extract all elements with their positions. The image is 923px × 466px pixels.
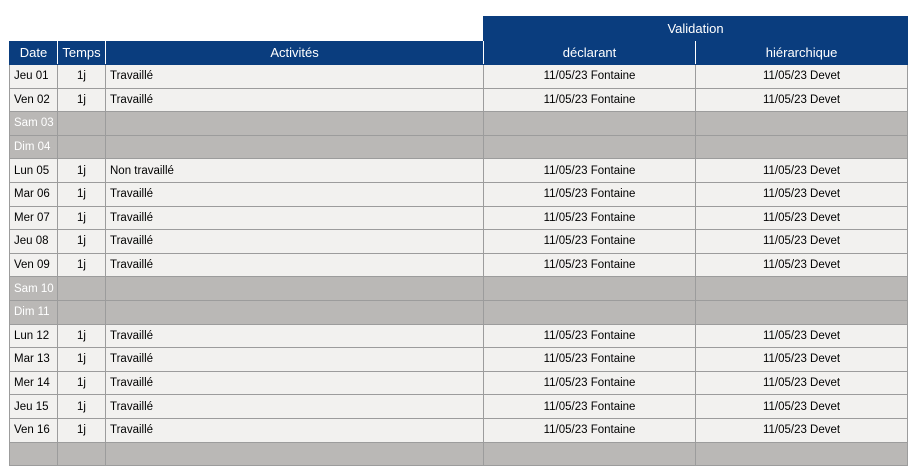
declarant-cell	[484, 112, 696, 136]
activite-cell: Travaillé	[106, 88, 484, 112]
activite-cell: Travaillé	[106, 253, 484, 277]
date-cell: Lun 05	[10, 159, 58, 183]
hierarchique-cell: 11/05/23 Devet	[696, 230, 908, 254]
hierarchique-cell: 11/05/23 Devet	[696, 348, 908, 372]
group-header-spacer	[10, 17, 484, 41]
declarant-cell: 11/05/23 Fontaine	[484, 395, 696, 419]
hierarchique-cell: 11/05/23 Devet	[696, 88, 908, 112]
table-row	[10, 253, 908, 277]
table-row	[10, 88, 908, 112]
hierarchique-cell	[696, 442, 908, 466]
date-cell: Ven 02	[10, 88, 58, 112]
temps-cell	[58, 442, 106, 466]
temps-cell	[58, 112, 106, 136]
hierarchique-cell: 11/05/23 Devet	[696, 65, 908, 89]
table-row	[10, 395, 908, 419]
temps-cell: 1j	[58, 253, 106, 277]
hierarchique-cell: 11/05/23 Devet	[696, 206, 908, 230]
table-row-weekend	[10, 300, 908, 324]
activite-cell: Travaillé	[106, 348, 484, 372]
temps-cell: 1j	[58, 88, 106, 112]
declarant-cell: 11/05/23 Fontaine	[484, 206, 696, 230]
temps-cell: 1j	[58, 395, 106, 419]
temps-cell	[58, 135, 106, 159]
date-cell: Mar 13	[10, 348, 58, 372]
temps-cell	[58, 277, 106, 301]
table-row	[10, 182, 908, 206]
activite-cell: Travaillé	[106, 371, 484, 395]
declarant-cell	[484, 300, 696, 324]
table-row	[10, 206, 908, 230]
date-cell: Jeu 01	[10, 65, 58, 89]
column-header-activites: Activités	[106, 41, 484, 65]
column-header-declarant: déclarant	[484, 41, 696, 65]
table-row-weekend	[10, 112, 908, 136]
date-cell: Sam 10	[10, 277, 58, 301]
hierarchique-cell	[696, 277, 908, 301]
declarant-cell: 11/05/23 Fontaine	[484, 182, 696, 206]
activite-cell: Travaillé	[106, 65, 484, 89]
temps-cell: 1j	[58, 182, 106, 206]
group-header-row	[10, 17, 908, 41]
timesheet-table	[9, 16, 908, 466]
activite-cell	[106, 277, 484, 301]
table-row	[10, 324, 908, 348]
activite-cell: Travaillé	[106, 182, 484, 206]
date-cell: Sam 03	[10, 112, 58, 136]
temps-cell: 1j	[58, 206, 106, 230]
table-row	[10, 371, 908, 395]
table-row	[10, 348, 908, 372]
table-row-weekend	[10, 442, 908, 466]
table-body	[10, 65, 908, 466]
declarant-cell: 11/05/23 Fontaine	[484, 253, 696, 277]
table-row-weekend	[10, 277, 908, 301]
declarant-cell: 11/05/23 Fontaine	[484, 88, 696, 112]
hierarchique-cell	[696, 300, 908, 324]
declarant-cell	[484, 442, 696, 466]
table-row	[10, 159, 908, 183]
declarant-cell: 11/05/23 Fontaine	[484, 348, 696, 372]
temps-cell: 1j	[58, 348, 106, 372]
declarant-cell	[484, 277, 696, 301]
declarant-cell: 11/05/23 Fontaine	[484, 371, 696, 395]
temps-cell: 1j	[58, 371, 106, 395]
declarant-cell: 11/05/23 Fontaine	[484, 324, 696, 348]
validation-group-header: Validation	[484, 17, 908, 41]
activite-cell	[106, 300, 484, 324]
date-cell: Mer 14	[10, 371, 58, 395]
column-header-row	[10, 41, 908, 65]
table-row	[10, 65, 908, 89]
declarant-cell: 11/05/23 Fontaine	[484, 65, 696, 89]
table-row	[10, 418, 908, 442]
date-cell: Lun 12	[10, 324, 58, 348]
activite-cell: Travaillé	[106, 324, 484, 348]
column-header-temps: Temps	[58, 41, 106, 65]
declarant-cell: 11/05/23 Fontaine	[484, 418, 696, 442]
hierarchique-cell	[696, 112, 908, 136]
date-cell: Mar 06	[10, 182, 58, 206]
hierarchique-cell: 11/05/23 Devet	[696, 371, 908, 395]
activite-cell	[106, 112, 484, 136]
date-cell: Ven 16	[10, 418, 58, 442]
table-row-weekend	[10, 135, 908, 159]
table-row	[10, 230, 908, 254]
column-header-hierarchique: hiérarchique	[696, 41, 908, 65]
hierarchique-cell: 11/05/23 Devet	[696, 159, 908, 183]
hierarchique-cell	[696, 135, 908, 159]
date-cell: Ven 09	[10, 253, 58, 277]
temps-cell	[58, 300, 106, 324]
activite-cell	[106, 135, 484, 159]
activite-cell: Travaillé	[106, 418, 484, 442]
temps-cell: 1j	[58, 230, 106, 254]
activite-cell: Travaillé	[106, 395, 484, 419]
hierarchique-cell: 11/05/23 Devet	[696, 253, 908, 277]
temps-cell: 1j	[58, 65, 106, 89]
temps-cell: 1j	[58, 324, 106, 348]
hierarchique-cell: 11/05/23 Devet	[696, 395, 908, 419]
date-cell: Dim 11	[10, 300, 58, 324]
hierarchique-cell: 11/05/23 Devet	[696, 182, 908, 206]
date-cell: Jeu 15	[10, 395, 58, 419]
activite-cell: Non travaillé	[106, 159, 484, 183]
hierarchique-cell: 11/05/23 Devet	[696, 418, 908, 442]
activite-cell: Travaillé	[106, 206, 484, 230]
temps-cell: 1j	[58, 418, 106, 442]
date-cell: Mer 07	[10, 206, 58, 230]
temps-cell: 1j	[58, 159, 106, 183]
activite-cell: Travaillé	[106, 230, 484, 254]
date-cell	[10, 442, 58, 466]
declarant-cell	[484, 135, 696, 159]
declarant-cell: 11/05/23 Fontaine	[484, 230, 696, 254]
declarant-cell: 11/05/23 Fontaine	[484, 159, 696, 183]
column-header-date: Date	[10, 41, 58, 65]
activite-cell	[106, 442, 484, 466]
hierarchique-cell: 11/05/23 Devet	[696, 324, 908, 348]
date-cell: Jeu 08	[10, 230, 58, 254]
date-cell: Dim 04	[10, 135, 58, 159]
